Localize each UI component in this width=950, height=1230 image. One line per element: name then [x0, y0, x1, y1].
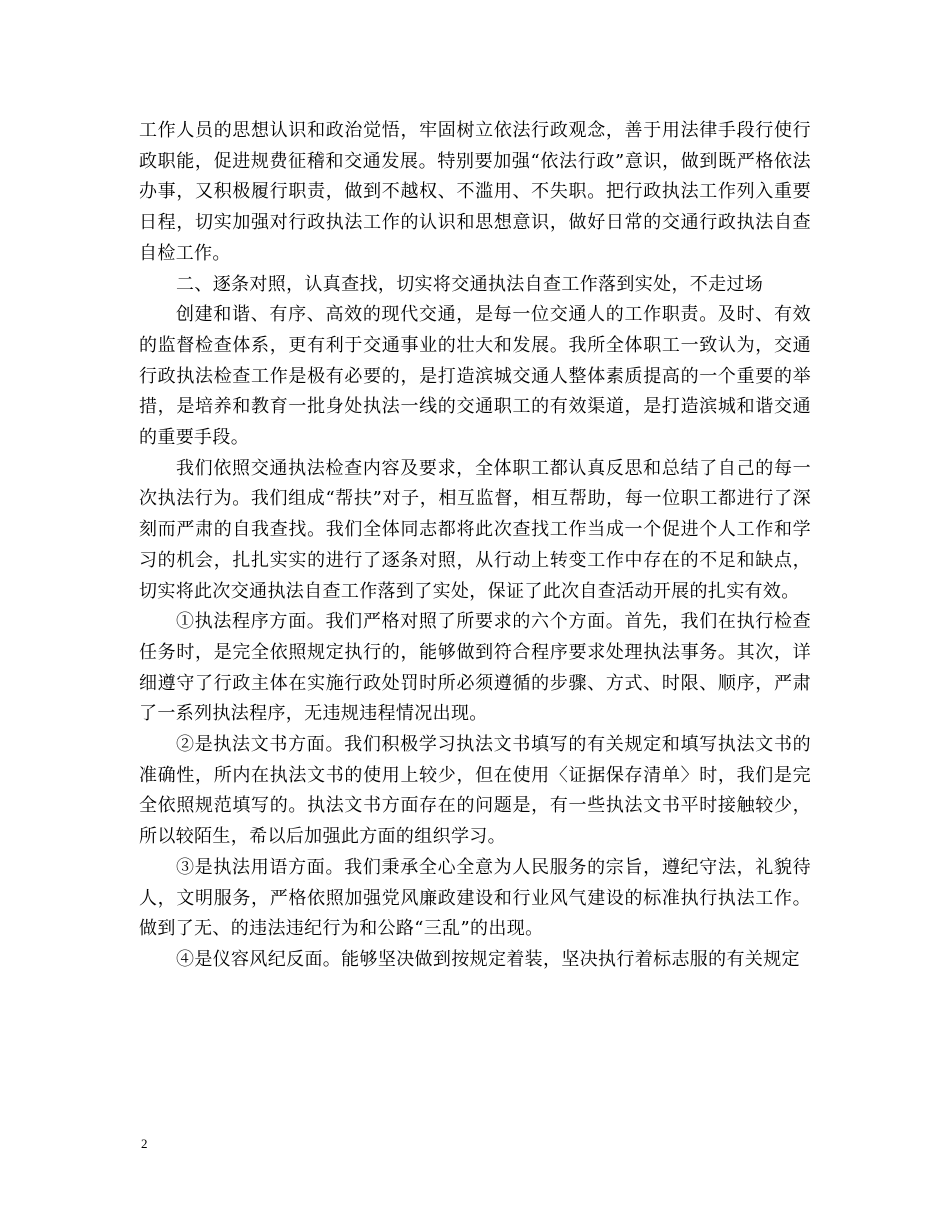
document-body: [139, 116, 811, 976]
paragraph-item-4: ④是仪容风纪反面。能够坚决做到按规定着装，坚决执行着标志服的有关规定: [176, 948, 800, 970]
page-number: 2: [141, 1136, 148, 1151]
paragraph-item-2: ②是执法文书方面。我们积极学习执法文书填写的有关规定和填写执法文书的准确性，所内在执法文书的使用上较少，但在使用〈证据保存清单〉时，我们是完全依照规范填写的。执法文书方面存在的问题是，有一些执法文书平时接触较少，所以较陌生，希以后加强此方面的组织学习。: [139, 734, 811, 848]
paragraph-item-1: ①执法程序方面。我们严格对照了所要求的六个方面。首先，我们在执行检查任务时，是完全依照规定执行的，能够做到符合程序要求处理执法事务。其次，详细遵守了行政主体在实施行政处罚时所必须遵循的步骤、方式、时限、顺序，严肃了一系列执法程序，无违规违程情况出现。: [139, 611, 811, 725]
paragraph-continued: 工作人员的思想认识和政治觉悟，牢固树立依法行政观念，善于用法律手段行使行政职能，促进规费征稽和交通发展。特别要加强“依法行政”意识，做到既严格依法办事，又积极履行职责，做到不越权、不滥用、不失职。把行政执法工作列入重要日程，切实加强对行政执法工作的认识和思想意识，做好日常的交通行政执法自查自检工作。: [139, 120, 811, 264]
section-heading: 二、逐条对照，认真查找，切实将交通执法自查工作落到实处，不走过场: [176, 273, 764, 295]
paragraph: 我们依照交通执法检查内容及要求，全体职工都认真反思和总结了自己的每一次执法行为。我们组成“帮扶”对子，相互监督，相互帮助，每一位职工都进行了深刻而严肃的自我查找。我们全体同志都将此次查找工作当成一个促进个人工作和学习的机会，扎扎实实的进行了逐条对照，从行动上转变工作中存在的不足和缺点，切实将此次交通执法自查工作落到了实处，保证了此次自查活动开展的扎实有效。: [139, 457, 811, 602]
paragraph: 创建和谐、有序、高效的现代交通，是每一位交通人的工作职责。及时、有效的监督检查体系，更有利于交通事业的壮大和发展。我所全体职工一致认为，交通行政执法检查工作是极有必要的，是打造滨城交通人整体素质提高的一个重要的举措，是培养和教育一批身处执法一线的交通职工的有效渠道，是打造滨城和谐交通的重要手段。: [139, 304, 811, 449]
paragraph-item-3: ③是执法用语方面。我们秉承全心全意为人民服务的宗旨，遵纪守法，礼貌待人，文明服务，严格依照加强党风廉政建设和行业风气建设的标准执行执法工作。做到了无、的违法违纪行为和公路“三乱”的出现。: [139, 856, 811, 940]
